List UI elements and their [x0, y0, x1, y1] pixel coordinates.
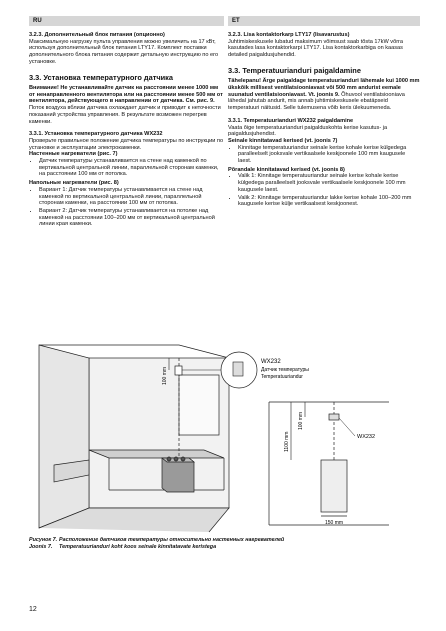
et-floor-item-2: • Valik 2: Kinnitage temperatuuriandur lakke kerise kohale 100–200 mm kaugusele kerise külje vertikaalsest keskjoonest. — [238, 195, 420, 208]
sensor-label-et: Temperatuuriandur — [261, 374, 303, 380]
ru-sec2-text: Поток воздуха вблизи датчика охлаждает датчик и приводит к неточности показаний устройства управления. В результате возможен перегрев каменки. — [29, 105, 221, 125]
et-sec2-title: 3.3. Temperatuurianduri paigaldamine — [228, 65, 361, 75]
et-sec1-text: Juhtimiskeskusele lubatud maksimum võimsust saab tõsta 17kW võrra kasutades lasa kontaktorkarpi LTY17. Lisa kontaktorkarbiga on kaasas detailed paigaldusjuhendid. — [228, 38, 404, 59]
ru-floor-title: Напольные нагреватели (рис. 8) — [29, 180, 119, 187]
ru-sec1-title: 3.2.3. Дополнительный блок питания (опционно) — [29, 32, 165, 38]
caption-ru-text: Расположение датчиков температуры относительно настенных нагревателей — [59, 537, 285, 543]
et-wall-item: • Kinnitage temperatuuriandur seinale kerise kohale kerise külgedega paralleelselt jooksvale vertikaalsele keskjoonele 100 mm kaugusele laest. — [238, 145, 420, 165]
heater-shape — [162, 457, 194, 492]
page-number: 12 — [29, 606, 37, 613]
lang-label-et: ET — [228, 16, 420, 26]
ru-wall-list — [29, 158, 224, 178]
ru-floor-list — [29, 187, 224, 228]
et-sec1-title: 3.2.3. Lisa kontaktorkarp LTY17 (lisavarustus) — [228, 32, 350, 38]
caption-et-text: Temperatuurianduri koht koos seinale kinnitatavate keristega — [59, 543, 217, 550]
ru-sec2-paragraph — [29, 85, 224, 125]
et-wall-title: Seinale kinnitatavad kerised (vt. joonis 7) — [228, 137, 338, 144]
et-sec3-title: 3.3.1. Temperatuurianduri WX232 paigaldamine — [228, 117, 354, 124]
et-sec2-paragraph — [228, 78, 420, 112]
dim-150-label: 150 mm — [325, 520, 344, 526]
detail-sensor-model: WX232 — [357, 434, 376, 440]
ru-floor-item-1: • Вариант 1: Датчик температуры устанавливается на стене над каменкой по вертикальной центральной линии, параллельной сторонам каменки, на расстоянии 100 мм от потолка. — [39, 187, 224, 207]
et-sec3-text: Vaata õige temperatuurianduri paigalduskohta kerise kasutus- ja paigaldusjuhendist. — [228, 124, 388, 138]
dim-1100-label: 1100 mm — [284, 431, 290, 452]
et-floor-list — [228, 173, 420, 208]
ru-sec3-text: Проверьте правильное положение датчика температуры по инструкции по установке и эксплуатации электрокаменки. — [29, 137, 224, 151]
side-detail-drawing — [269, 402, 389, 525]
dim-100-label-1: 100 mm — [162, 366, 168, 385]
ru-sec2-warning: Внимание! Не устанавливайте датчик на расстоянии менее 1000 мм от ненаправленного вентилятора или на расстоянии менее 500 мм от вентилятора, действующего в направлении от датчика. См. рис. 9. — [29, 85, 223, 105]
sensor-label-ru: Датчик температуры — [261, 367, 309, 373]
column-ru — [29, 32, 224, 230]
et-floor-item-1: • Valik 1: Kinnitage temperatuuriandur seinale kerise kohale kerise külgedega paralleelselt jooksvale vertikaalsele keskjoonele 100 mm kaugusele laest. — [238, 173, 420, 193]
ru-wall-title: Настенные нагреватели (рис. 7) — [29, 151, 118, 158]
sauna-room-drawing — [39, 345, 229, 532]
lang-label-ru: RU — [29, 16, 224, 26]
ru-sec3-title: 3.3.1. Установка температурного датчика WX232 — [29, 131, 163, 138]
sensor-model-label: WX232 — [261, 359, 281, 365]
caption-et-label: Joonis 7. — [29, 543, 53, 550]
figure-7-illustration — [29, 340, 421, 534]
caption-ru-label: Рисунок 7. — [29, 537, 58, 543]
ru-wall-item: • Датчик температуры устанавливается на стене над каменкой по вертикальной центральной линии, параллельной сторонам каменки, на расстоянии 100 мм от потолка. — [39, 158, 224, 178]
et-wall-list — [228, 145, 420, 165]
et-sec2-warning: Tähelepanu! Ärge paigaldage temperatuurianduri lähemale kui 1000 mm ükskõik millisest ventilatsiooniavast või 500 mm andurist eemale suunatud ventilatsiooniavast. Vt. joonis 9. — [228, 78, 420, 98]
et-floor-title: Põrandale kinnitatavad kerised (vt. joonis 8) — [228, 166, 345, 173]
figure-caption — [29, 537, 284, 550]
ru-sec1-text: Максимальную нагрузку пульта управления можно увеличить на 17 кВт, используя дополнительный блок питания LTY17. Комплект поставки дополнительного блока питания содержит детальную инструкцию по его установке. — [29, 38, 219, 65]
ru-sec2-title: 3.3. Установка температурного датчика — [29, 72, 173, 82]
et-sec2-text: Õhuvool ventilatsiooniava lähedal jahutab andurit, mis annab juhtimiskeskusele ebatäpseid temperatuuri näitusid. Selle tulemusena võib keris ülekuumeneda. — [228, 91, 405, 112]
dim-100-label-2: 100 mm — [298, 411, 304, 430]
ru-floor-item-2: • Вариант 2: Датчик температуры устанавливается на потолке над каменкой на расстоянии 100–200 мм от вертикальной центральной линии края каменки. — [39, 208, 224, 228]
column-et — [228, 32, 420, 210]
